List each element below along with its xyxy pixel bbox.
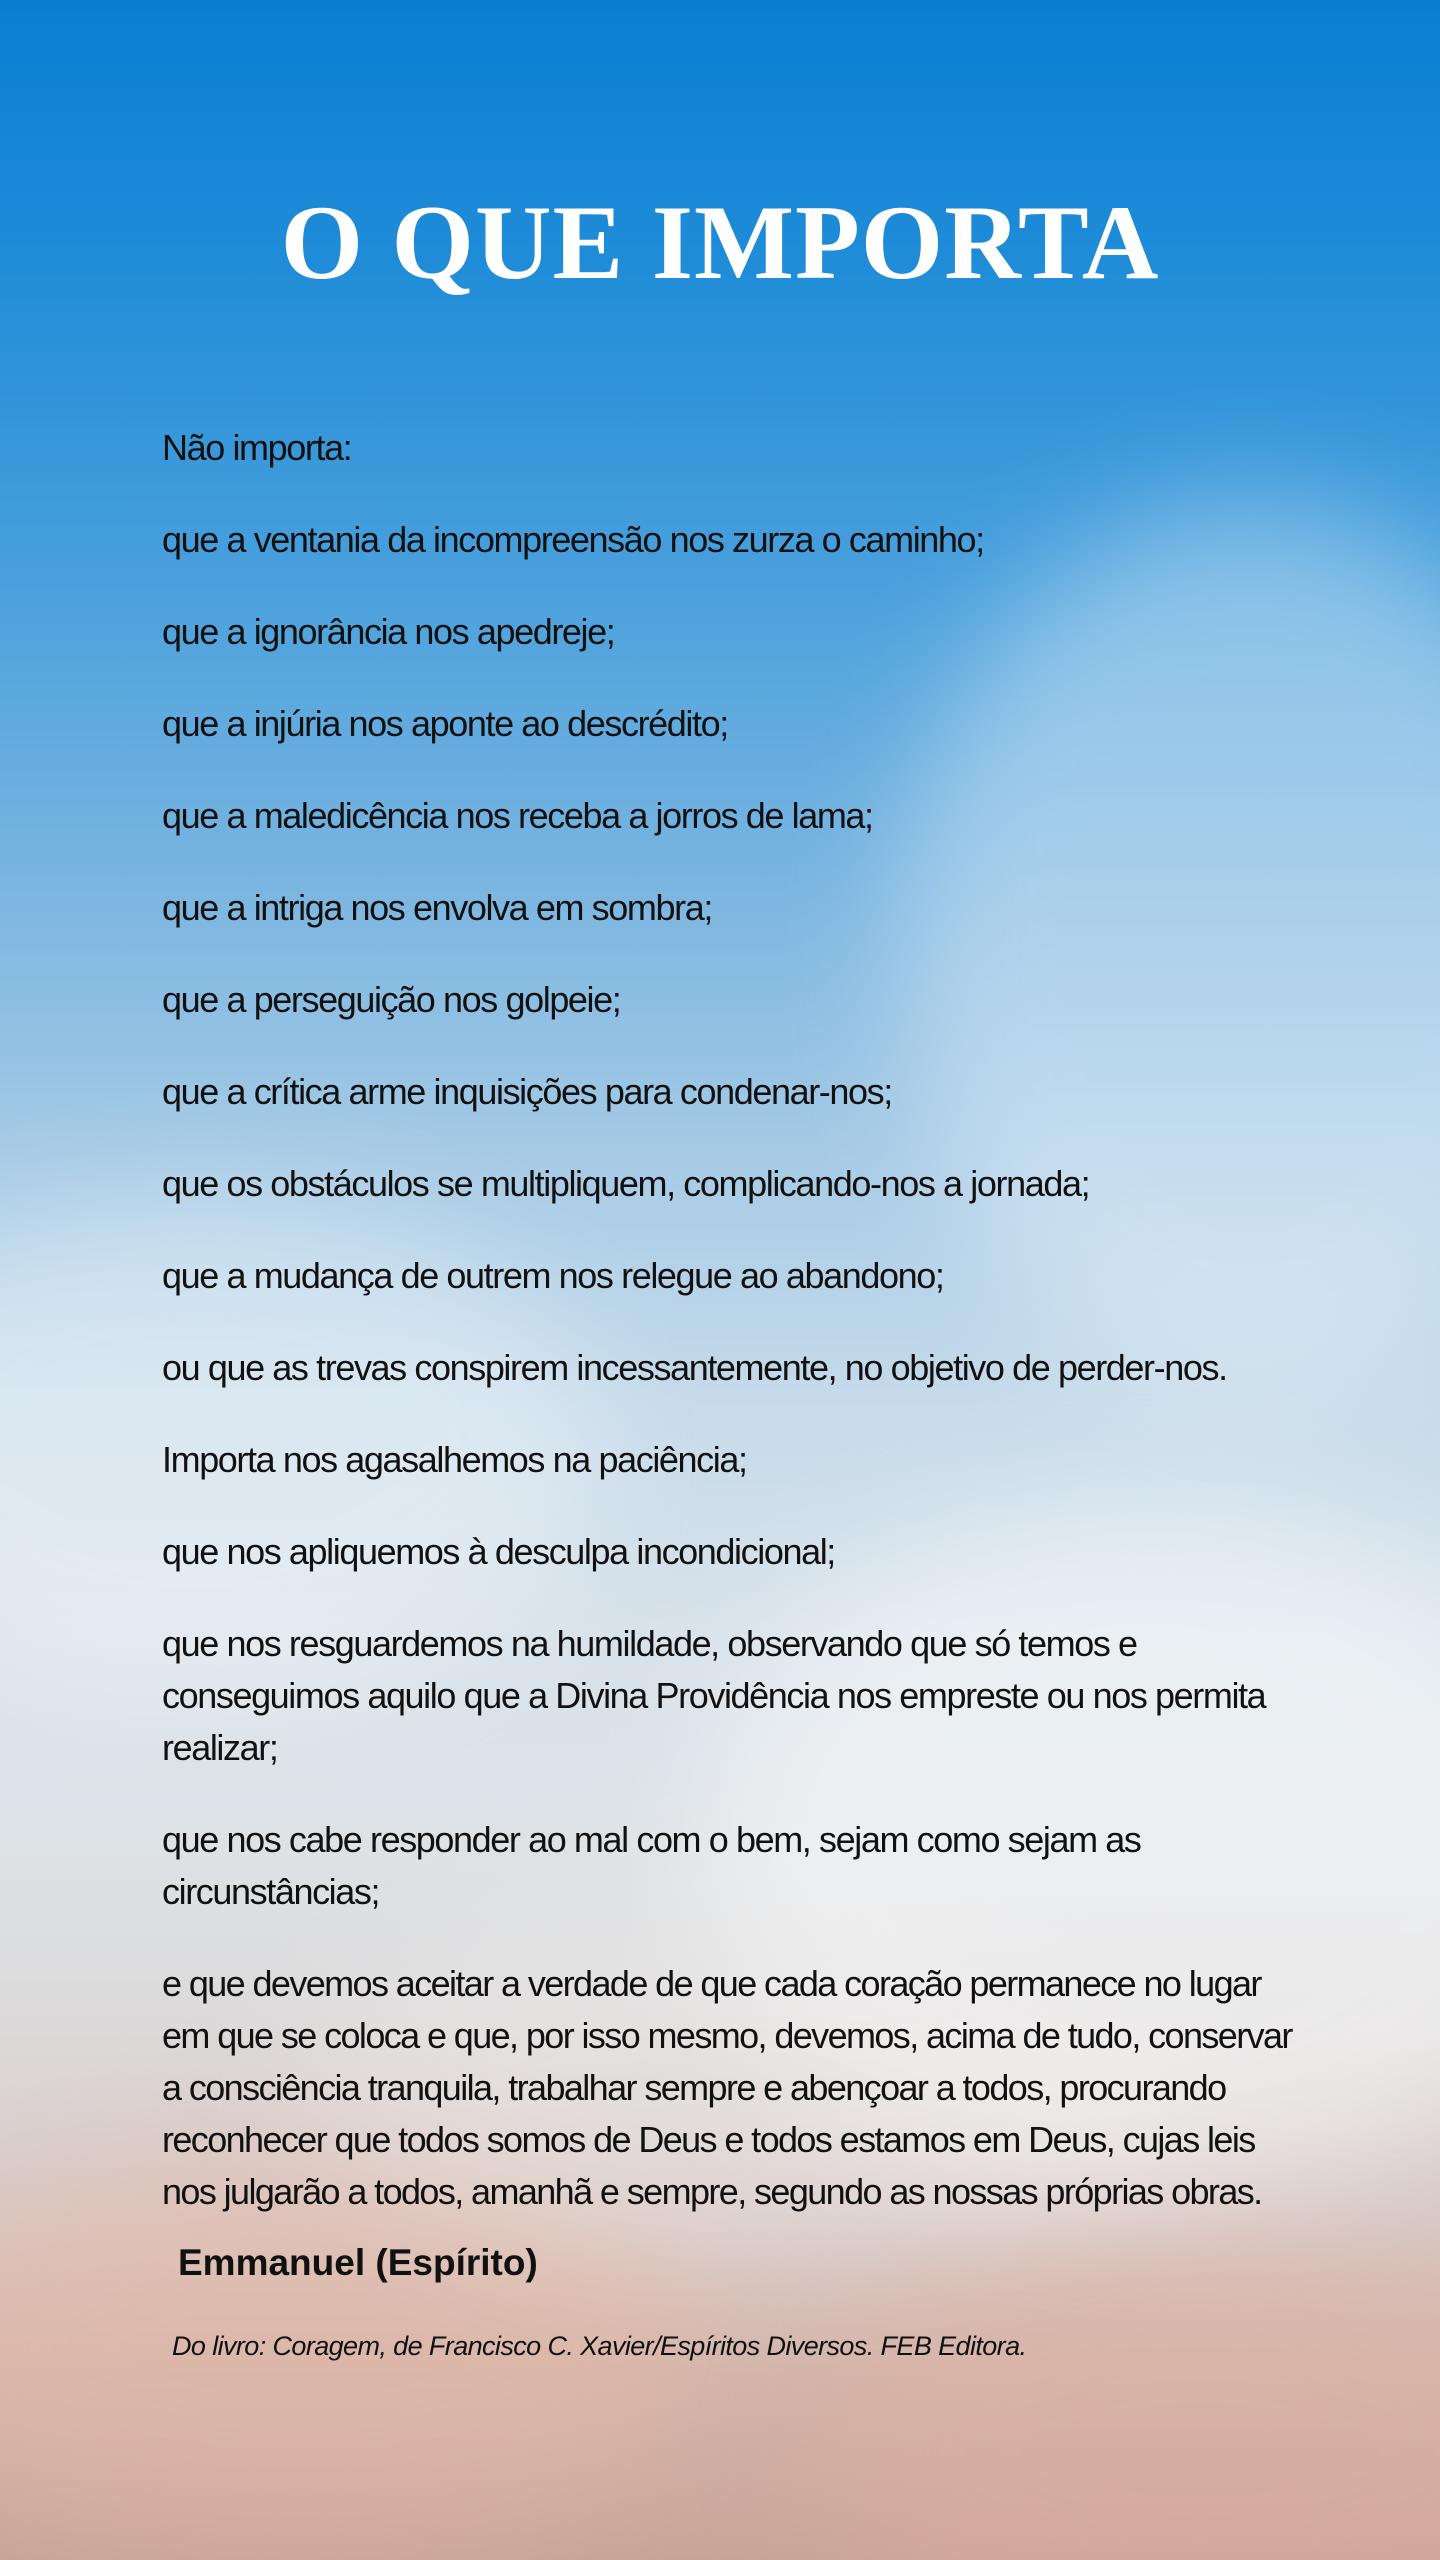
poem-line: que nos resguardemos na humildade, observando que só temos e conseguimos aquilo que a Divina Providência nos empreste ou nos permita realizar; bbox=[162, 1623, 1266, 1768]
poem-line: que a injúria nos aponte ao descrédito; bbox=[162, 703, 728, 744]
page-title: O QUE IMPORTA bbox=[280, 184, 1160, 301]
poem-line: que a crítica arme inquisições para condenar-nos; bbox=[162, 1071, 892, 1112]
source-citation: Do livro: Coragem, de Francisco C. Xavier/Espíritos Diversos. FEB Editora. bbox=[172, 2331, 1027, 2361]
poem-line: Importa nos agasalhemos na paciência; bbox=[162, 1439, 747, 1480]
poem-line: e que devemos aceitar a verdade de que cada coração permanece no lugar em que se coloca e que, por isso mesmo, devemos, acima de tudo, conservar a consciência tranquila, trabalhar sempre e abençoar a todos, procurando reconhecer que todos somos de Deus e todos estamos em Deus, cujas leis nos julgarão a todos, amanhã e sempre, segundo as nossas próprias obras. bbox=[162, 1963, 1292, 2212]
poem-line: que a mudança de outrem nos relegue ao abandono; bbox=[162, 1255, 944, 1296]
author-signature: Emmanuel (Espírito) bbox=[178, 2242, 538, 2283]
poem-line: que nos apliquemos à desculpa incondicional; bbox=[162, 1531, 835, 1572]
poem-line: que nos cabe responder ao mal com o bem, sejam como sejam as circunstâncias; bbox=[162, 1819, 1141, 1912]
poem-body bbox=[162, 422, 1312, 2258]
poem-line: que a maledicência nos receba a jorros de lama; bbox=[162, 795, 873, 836]
poem-line: que a intriga nos envolva em sombra; bbox=[162, 887, 712, 928]
poem-line: que a ignorância nos apedreje; bbox=[162, 611, 615, 652]
poem-line: ou que as trevas conspirem incessantemente, no objetivo de perder-nos. bbox=[162, 1347, 1227, 1388]
poem-line: que a ventania da incompreensão nos zurza o caminho; bbox=[162, 519, 984, 560]
poem-line: que os obstáculos se multipliquem, complicando-nos a jornada; bbox=[162, 1163, 1090, 1204]
poem-line: que a perseguição nos golpeie; bbox=[162, 979, 621, 1020]
cloud-overlay bbox=[800, 2250, 1440, 2560]
poem-line: Não importa: bbox=[162, 427, 352, 468]
